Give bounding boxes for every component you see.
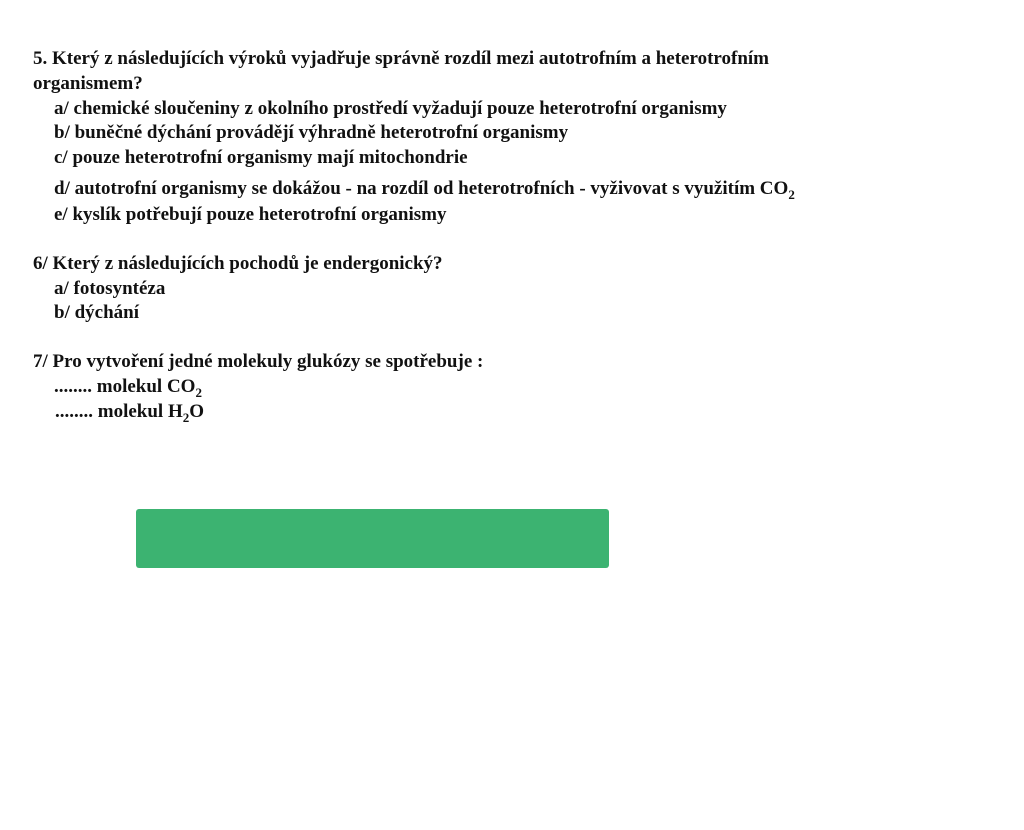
question-5-option-a: a/ chemické sloučeniny z okolního prostředí vyžadují pouze heterotrofní organismy [54,98,727,119]
question-7-text: 7/ Pro vytvoření jedné molekuly glukózy se spotřebuje : [33,351,484,372]
question-6-option-b: b/ dýchání [54,302,140,323]
question-5-option-c: c/ pouze heterotrofní organismy mají mitochondrie [54,147,468,168]
question-5-option-d [54,177,795,201]
action-button[interactable] [136,509,609,568]
question-5-option-e: e/ kyslík potřebují pouze heterotrofní organismy [54,204,447,225]
question-7-h2o-suffix: O [189,401,205,422]
question-7-h2o-line [55,400,204,424]
question-7-co2-text: ........ molekul CO [54,376,196,397]
question-5-option-d-text: d/ autotrofní organismy se dokážou - na rozdíl od heterotrofních - vyživovat s využitím CO [54,178,789,199]
question-7-h2o-text: ........ molekul H [55,401,183,422]
question-6-text: 6/ Který z následujících pochodů je endergonický? [33,253,443,274]
question-5-option-d-subscript: 2 [788,187,795,202]
question-5-line-2: organismem? [33,73,143,94]
question-7-co2-subscript: 2 [195,385,202,400]
question-7-h2o-subscript: 2 [182,410,190,425]
question-5-line-1: 5. Který z následujících výroků vyjadřuje správně rozdíl mezi autotrofním a heterotrofním [33,48,769,69]
question-5-option-b: b/ buněčné dýchání provádějí výhradně heterotrofní organismy [54,122,569,143]
question-6-option-a: a/ fotosyntéza [54,278,166,299]
question-7-co2-line [54,375,202,399]
